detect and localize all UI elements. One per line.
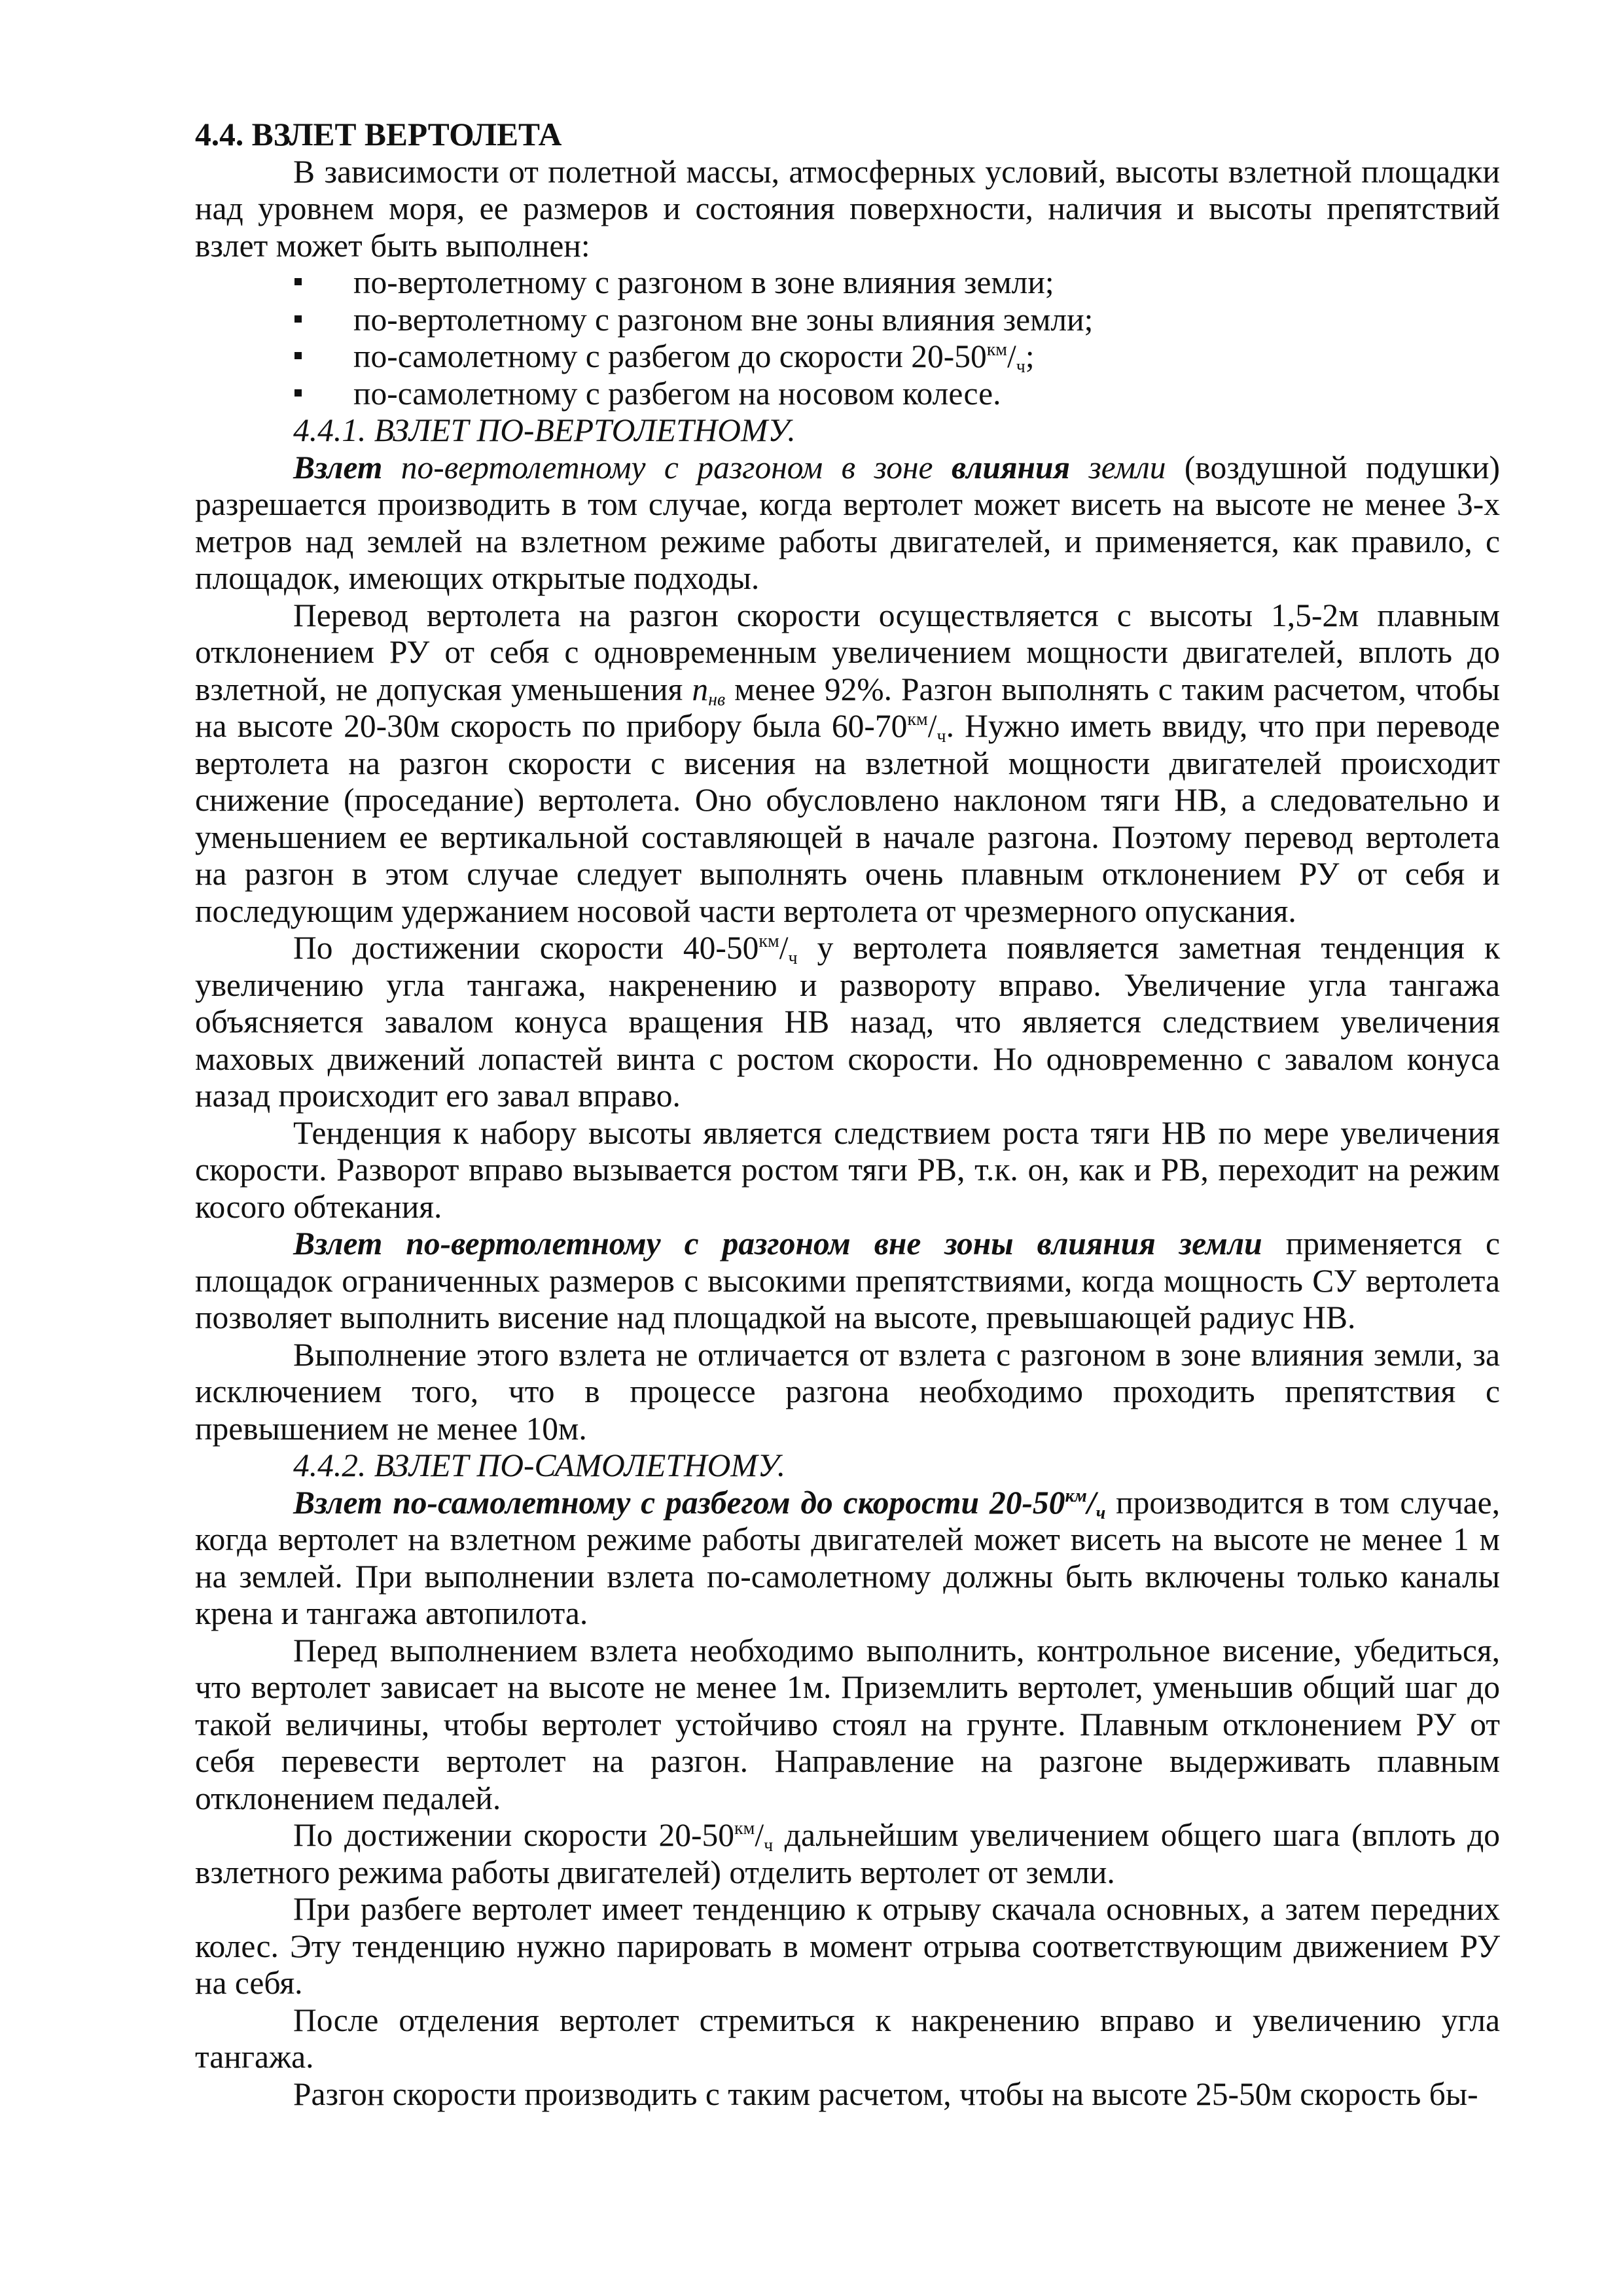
paragraph-after-liftoff: После отделения вертолет стремиться к накренению вправо и увеличению угла тангажа. [195, 2002, 1500, 2075]
square-bullet-icon [294, 315, 302, 323]
speed-unit: $^{км}/_ч$ [986, 338, 1026, 377]
speed-unit: $^{км}/_ч$ [734, 1817, 774, 1856]
paragraph-pitch-tendency: По достижении скорости $40-50^{км}/_ч$ у вертолета появляется заметная тенденция к увеличению угла тангажа, накренению и развороту вправо. Увеличение угла тангажа объясняется завалом конуса вращения НВ назад, что является следствием увеличения маховых движений лопастей винта с ростом скорости. Но одновременно с завалом конуса назад происходит его завал вправо. [195, 930, 1500, 1114]
paragraph-ground-effect-takeoff: Взлет по-вертолетному с разгоном в зоне влияния земли (воздушной подушки) разрешается производить в том случае, когда вертолет может висеть на высоте не менее 3-х метров над землей на взлетном режиме работы двигателей, и применяется, как правило, с площадок, имеющих открытые подходы. [195, 449, 1500, 596]
speed-unit: $^{км}/_ч$ [1065, 1484, 1106, 1523]
paragraph-climb-tendency: Тенденция к набору высоты является следствием роста тяги НВ по мере увеличения скорости. Разворот вправо вызывается ростом тяги РВ, т.к. он, как и РВ, переходит на режим косого обтекания. [195, 1114, 1500, 1225]
section-heading-442: 4.4.2. ВЗЛЕТ ПО-САМОЛЕТНОМУ. [293, 1447, 786, 1483]
list-item: по-вертолетному с разгоном в зоне влияния земли; [195, 264, 1500, 302]
list-item: по-вертолетному с разгоном вне зоны влияния земли; [195, 302, 1500, 339]
paragraph-acceleration: Перевод вертолета на разгон скорости осуществляется с высоты 1,5-2м плавным отклонением РУ от себя с одновременным увеличением мощности двигателей, вплоть до взлетной, не допуская уменьшения $n_{нв}$ менее 92%. Разгон выполнять с таким расчетом, чтобы на высоте 20-30м скорость по прибору была $60-70^{км}/_ч$. Нужно иметь ввиду, что при переводе вертолета на разгон скорости с висения на взлетной мощности двигателей происходит снижение (проседание) вертолета. Оно обусловлено наклоном тяги НВ, а следовательно и уменьшением ее вертикальной составляющей в начале разгона. Поэтому перевод вертолета на разгон в этом случае следует выполнять очень плавным отклонением РУ от себя и последующим удержанием носовой части вертолета от чрезмерного опускания. [195, 597, 1501, 929]
paragraph-airplane-takeoff: Взлет по-самолетному с разбегом до скорости $20-50^{км}/_ч$ производится в том случае, когда вертолет на взлетном режиме работы двигателей может висеть на высоте не менее 1 м на землей. При выполнении взлета по-самолетному должны быть включены только каналы крена и тангажа автопилота. [195, 1484, 1500, 1631]
speed-unit: $^{км}/_ч$ [758, 930, 798, 968]
document-page [195, 116, 1500, 2113]
paragraph-takeoff-run: При разбеге вертолет имеет тенденцию к отрыву скачала основных, а затем передних колес. Эту тенденцию нужно парировать в момент отрыва соответствующим движением РУ на себя. [195, 1891, 1500, 2001]
list-item: по-самолетному с разбегом на носовом колесе. [195, 376, 1500, 413]
speed-unit: $^{км}/_ч$ [907, 708, 946, 747]
paragraph-obstacle-clearance: Выполнение этого взлета не отличается от взлета с разгоном в зоне влияния земли, за исключением того, что в процессе разгона необходимо проходить препятствия с превышением не менее 10м. [195, 1336, 1500, 1447]
list-item: по-самолетному с разбегом до скорости $20-50^{км}/_ч$; [195, 338, 1500, 376]
paragraph-liftoff: По достижении скорости $20-50^{км}/_ч$ дальнейшим увеличением общего шага (вплоть до взлетного режима работы двигателей) отделить вертолет от земли. [195, 1817, 1501, 1890]
paragraph-acceleration-end: Разгон скорости производить с таким расчетом, чтобы на высоте 25-50м скорость бы- [293, 2075, 1478, 2112]
rotor-speed-symbol: $n_{нв}$ [692, 671, 726, 710]
square-bullet-icon [294, 352, 302, 359]
page-title: 4.4. ВЗЛЕТ ВЕРТОЛЕТА [195, 116, 562, 152]
section-heading-441: 4.4.1. ВЗЛЕТ ПО-ВЕРТОЛЕТНОМУ. [293, 412, 796, 448]
square-bullet-icon [294, 278, 302, 285]
paragraph-out-of-ground-effect: Взлет по-вертолетному с разгоном вне зоны влияния земли применяется с площадок ограниченных размеров с высокими препятствиями, когда мощность СУ вертолета позволяет выполнить висение над площадкой на высоте, превышающей радиус НВ. [195, 1226, 1500, 1335]
paragraph-preparation: Перед выполнением взлета необходимо выполнить, контрольное висение, убедиться, что вертолет зависает на высоте не менее 1м. Приземлить вертолет, уменьшив общий шаг до такой величины, чтобы вертолет устойчиво стоял на грунте. Плавным отклонением РУ от себя перевести вертолет на разгон. Направление на разгоне выдерживать плавным отклонением педалей. [195, 1632, 1500, 1816]
square-bullet-icon [294, 389, 302, 397]
takeoff-methods-list [195, 264, 1500, 412]
intro-paragraph: В зависимости от полетной массы, атмосферных условий, высоты взлетной площадки над уровнем моря, ее размеров и состояния поверхности, наличия и высоты препятствий взлет может быть выполнен: [195, 153, 1500, 264]
